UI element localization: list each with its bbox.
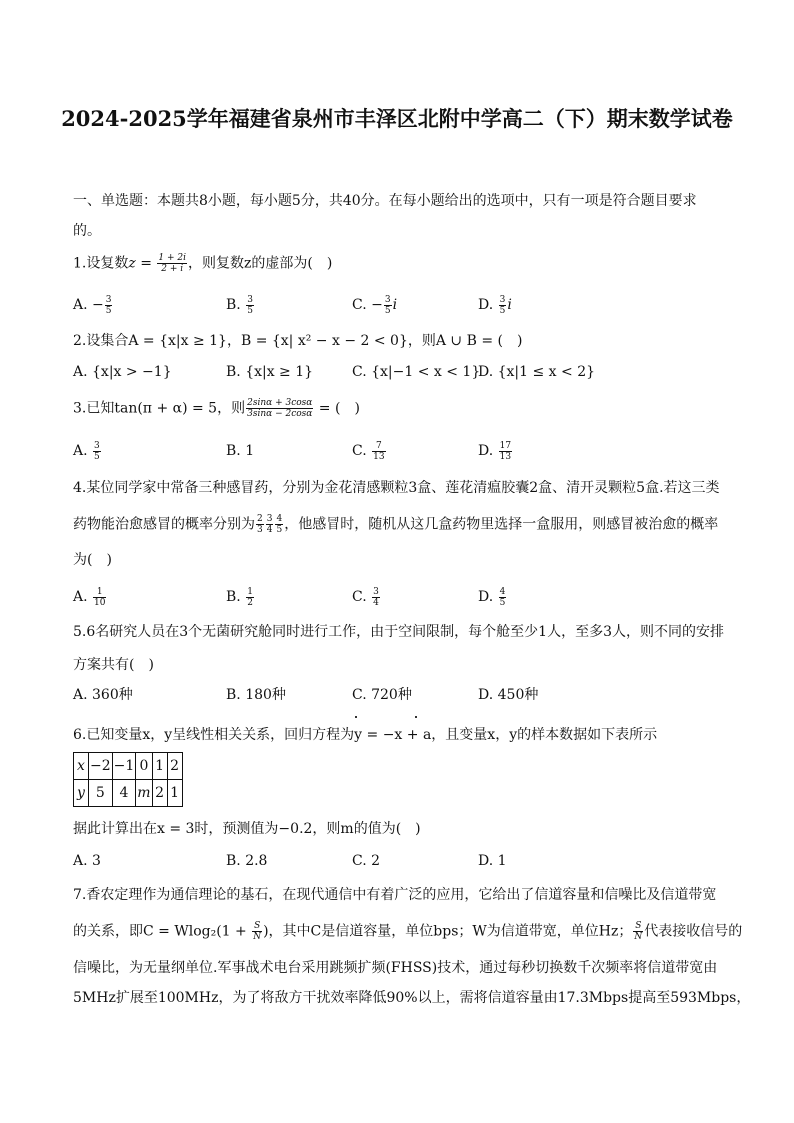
table-row: [74, 753, 183, 780]
q2-option-c[interactable]: C. {x|−1 < x < 1}: [352, 364, 481, 380]
table-cell: y: [74, 780, 89, 807]
question-6-options: [73, 850, 733, 874]
q1-var: z: [128, 255, 136, 272]
question-1-options: [73, 294, 733, 318]
table-cell: 1: [167, 780, 182, 807]
question-7-line-4: 5MHz扩展至100MHz，为了将敌方干扰效率降低90%以上，需将信道容量由17.3Mbps提高至593Mbps，: [73, 990, 751, 1006]
table-cell: 0: [136, 753, 152, 780]
q3-option-b[interactable]: B. 1: [226, 443, 255, 459]
table-cell: −2: [89, 753, 113, 780]
q1-fraction: $\frac{1 + 2i}{2 + i}$: [158, 253, 186, 274]
q1-option-a[interactable]: A. − $\frac{3}{5}$: [73, 294, 112, 316]
q2-option-b[interactable]: B. {x|x ≥ 1}: [226, 364, 314, 380]
table-cell: x: [74, 753, 89, 780]
question-3-stem: 3.已知tan(π + α) = 5，则 $\frac{2\sin\alpha + 3\cos\alpha}{3\sin\alpha - 2\cos\alpha}$ = ( ): [73, 398, 360, 419]
question-7-line-1: 7.香农定理作为通信理论的基石，在现代通信中有着广泛的应用，它给出了信道容量和信噪比及信道带宽: [73, 887, 717, 903]
page-title: 2024-2025学年福建省泉州市丰泽区北附中学高二（下）期末数学试卷: [61, 106, 733, 131]
q4-option-c[interactable]: C. $\frac{3}{4}$: [352, 586, 379, 608]
q3-fraction: $\frac{2\sin\alpha + 3\cos\alpha}{3\sin\alpha - 2\cos\alpha}$: [247, 398, 313, 419]
question-3-options: [73, 440, 733, 464]
q2-option-a[interactable]: A. {x|x > −1}: [73, 364, 172, 380]
table-cell: m: [136, 780, 152, 807]
question-7-line-2: 的关系，即C = Wlog₂(1 + $\frac{S}{N}$ )，其中C是信道容量，单位bps；W为信道带宽，单位Hz； $\frac{S}{N}$ 代表接收信号的: [73, 921, 743, 942]
question-4-line-1: 4.某位同学家中常备三种感冒药，分别为金花清感颗粒3盒、莲花清瘟胶囊2盒、清开灵颗粒5盒.若这三类: [73, 480, 720, 496]
q5-option-d[interactable]: D. 450种: [478, 687, 539, 703]
q6-option-a[interactable]: A. 3: [73, 853, 101, 869]
q1-suffix: ，则复数z的虚部为( ): [187, 255, 333, 272]
question-4-line-2: 药物能治愈感冒的概率分别为 $\frac{2}{3}$ $\frac{3}{4}$ $\frac{4}{5}$ ，他感冒时，随机从这几盒药物里选择一盒服用，则感冒被治愈的概率: [73, 514, 719, 535]
q5-option-a[interactable]: A. 360种: [73, 687, 133, 703]
q1-prefix: 1.设复数: [73, 255, 129, 272]
q6-option-c[interactable]: C. 2: [352, 853, 381, 869]
q4-option-a[interactable]: A. $\frac{1}{10}$: [73, 586, 106, 608]
table-cell: −1: [112, 753, 136, 780]
table-cell: 4: [112, 780, 136, 807]
q1-option-c[interactable]: C. − $\frac{3}{5}$ i: [352, 294, 398, 316]
q2-option-d[interactable]: D. {x|1 ≤ x < 2}: [478, 364, 596, 380]
q3-option-a[interactable]: A. $\frac{3}{5}$: [73, 440, 100, 462]
section-instructions: 一、单选题：本题共8小题，每小题5分，共40分。在每小题给出的选项中，只有一项是符合题目要求的。: [73, 193, 697, 239]
table-cell: 1: [152, 753, 167, 780]
hat-mark: [355, 716, 357, 718]
table-cell: 5: [89, 780, 113, 807]
q5-option-b[interactable]: B. 180种: [226, 687, 286, 703]
table-cell: 2: [152, 780, 167, 807]
table-row: [74, 780, 183, 807]
question-5-options: [73, 684, 733, 708]
question-4-options: [73, 586, 733, 610]
q3-option-d[interactable]: D. $\frac{17}{13}$: [478, 440, 512, 462]
question-6-followup: 据此计算出在x = 3时，预测值为−0.2，则m的值为( ): [73, 821, 421, 837]
q1-option-b[interactable]: B. $\frac{3}{5}$: [226, 294, 253, 316]
question-4-line-3: 为( ): [73, 552, 112, 568]
question-6-stem: 6.已知变量x，y呈线性相关关系，回归方程为y = −x + a，且变量x，y的样本数据如下表所示: [73, 727, 658, 743]
q1-option-d[interactable]: D. $\frac{3}{5}$ i: [478, 294, 512, 316]
question-2-stem: 2.设集合A = {x|x ≥ 1}，B = {x| x² − x − 2 < 0}，则A ∪ B = ( ): [73, 333, 523, 349]
q4-option-b[interactable]: B. $\frac{1}{2}$: [226, 586, 253, 608]
sample-data-table: [73, 752, 183, 807]
question-1-stem: [73, 253, 332, 274]
hat-mark: [415, 716, 417, 718]
question-5-line-1: 5.6名研究人员在3个无菌研究舱同时进行工作，由于空间限制，每个舱至少1人，至多3人，则不同的安排: [73, 624, 724, 640]
q4-option-d[interactable]: D. $\frac{4}{5}$: [478, 586, 506, 608]
question-2-options: [73, 361, 733, 385]
question-5-line-2: 方案共有( ): [73, 657, 154, 673]
q6-option-b[interactable]: B. 2.8: [226, 853, 268, 869]
question-7-line-3: 信噪比，为无量纲单位.军事战术电台采用跳频扩频(FHSS)技术，通过每秒切换数千次频率将信道带宽由: [73, 960, 718, 976]
q3-option-c[interactable]: C. $\frac{7}{13}$: [352, 440, 385, 462]
q6-option-d[interactable]: D. 1: [478, 853, 507, 869]
table-cell: 2: [167, 753, 182, 780]
q1-eq: =: [135, 255, 157, 272]
q5-option-c[interactable]: C. 720种: [352, 687, 412, 703]
